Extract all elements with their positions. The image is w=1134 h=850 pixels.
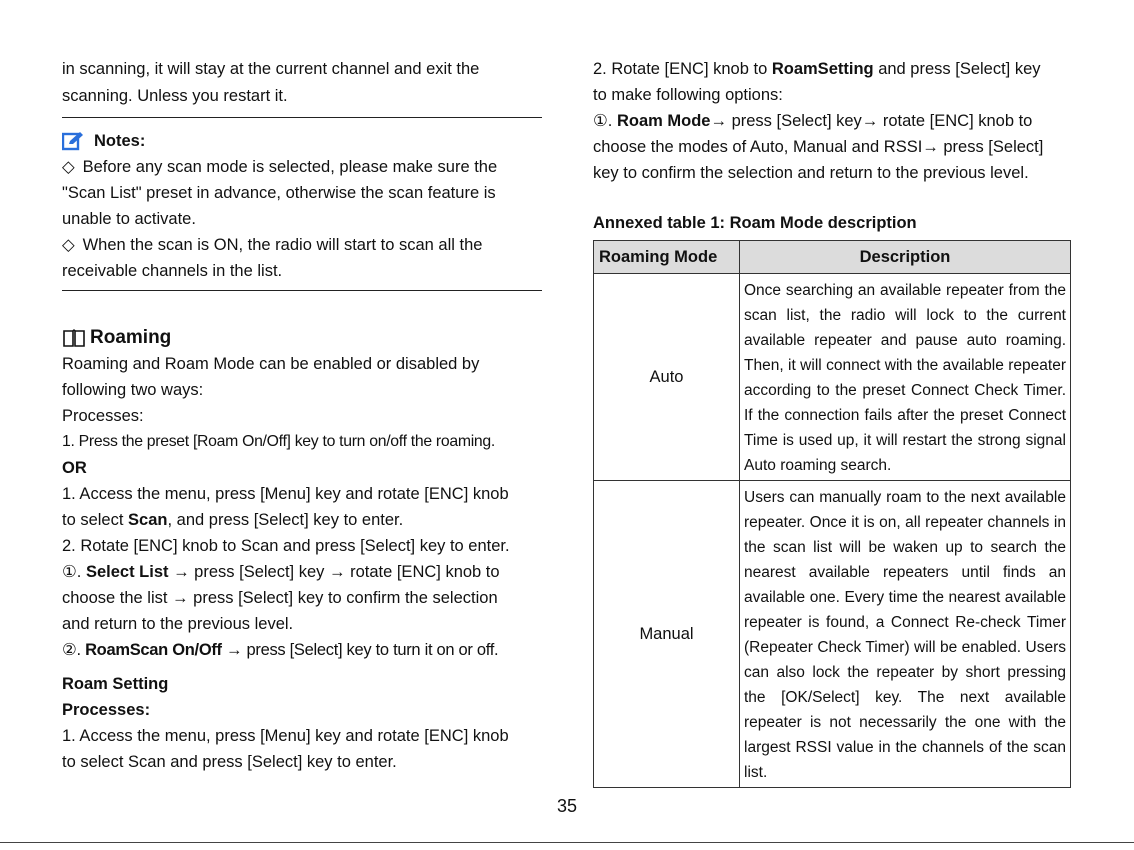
roam-mode-line-3: key to confirm the selection and return to the previous level.: [593, 164, 1029, 182]
roamsetting-step-line-2: to make following options:: [593, 86, 783, 104]
right-column: [593, 56, 1071, 788]
note-1-line-3: unable to activate.: [62, 210, 196, 228]
note-2-line-2: receivable channels in the list.: [62, 262, 283, 280]
table-header-row: [594, 241, 1071, 274]
roam-mode-line-2: choose the modes of Auto, Manual and RSSI→ press [Select]: [593, 138, 1044, 156]
roaming-heading: [62, 325, 542, 351]
footer-divider: [0, 842, 1134, 843]
notes-bottom-divider: [62, 290, 542, 291]
roam-setting-step-1-line-2: to select Scan and press [Select] key to enter.: [62, 753, 397, 771]
roaming-step-1: 1. Press the preset [Roam On/Off] key to turn on/off the roaming.: [62, 433, 495, 450]
note-1-line-2: "Scan List" preset in advance, otherwise the scan feature is: [62, 184, 496, 202]
roamscan-line: ②. RoamScan On/Off → press [Select] key to turn it on or off.: [62, 641, 499, 659]
description-cell: Users can manually roam to the next available repeater. Once it is on, all repeater channels in the scan list will be waken up to search the nearest available repeaters until finds an available one. Every time the nearest available repeater is found, a Connect Re-check Timer (Repeater Check Timer) will be enabled. Users can also lock the repeater by short pressing the [OK/Select] key. The next available repeater is not necessarily the one with the largest RSSI value in the channels of the scan list.: [740, 481, 1071, 788]
note-1-line-1: ◇ Before any scan mode is selected, please make sure the: [62, 154, 542, 180]
roamsetting-step-line-1: 2. Rotate [ENC] knob to RoamSetting and press [Select] key: [593, 60, 1041, 78]
roam-mode-table: [593, 240, 1071, 788]
page-number: 35: [556, 796, 578, 816]
open-book-icon: [62, 328, 86, 348]
notes-top-divider: [62, 117, 542, 118]
intro-line-1: in scanning, it will stay at the current channel and exit the: [62, 60, 480, 78]
description-cell: Once searching an available repeater from the scan list, the radio will lock to the current available repeater and pause auto roaming. Then, it will connect with the available repeater according to the preset Connect Check Timer. If the connection fails after the preset Connect Time is used up, it will restart the strong signal Auto roaming search.: [740, 274, 1071, 481]
select-list-line-1: ①. Select List → press [Select] key → rotate [ENC] knob to: [62, 563, 500, 581]
note-2-line-1: ◇ When the scan is ON, the radio will start to scan all the: [62, 232, 542, 258]
roaming-intro-1: Roaming and Roam Mode can be enabled or disabled by: [62, 355, 480, 373]
roaming-title: Roaming: [90, 327, 172, 348]
intro-line-2: scanning. Unless you restart it.: [62, 87, 288, 105]
roaming-step-1b-line-1: 1. Access the menu, press [Menu] key and rotate [ENC] knob: [62, 485, 509, 503]
roaming-step-2: 2. Rotate [ENC] knob to Scan and press [Select] key to enter.: [62, 537, 510, 555]
diamond-bullet-icon: ◇: [62, 158, 75, 176]
mode-cell: Manual: [594, 481, 740, 788]
notes-heading: [62, 128, 542, 154]
select-list-line-2: choose the list → press [Select] key to confirm the selection: [62, 589, 498, 607]
diamond-bullet-icon: ◇: [62, 236, 75, 254]
table-row: [594, 274, 1071, 481]
header-roaming-mode: Roaming Mode: [594, 241, 740, 274]
roam-setting-title: Roam Setting: [62, 675, 169, 693]
pencil-note-icon: [62, 131, 84, 151]
roaming-step-1b-line-2: to select Scan, and press [Select] key to enter.: [62, 511, 404, 529]
table-title: Annexed table 1: Roam Mode description: [593, 214, 917, 232]
left-column: [62, 56, 542, 775]
mode-cell: Auto: [594, 274, 740, 481]
roaming-intro-2: following two ways:: [62, 381, 204, 399]
header-description: Description: [740, 241, 1071, 274]
select-list-line-3: and return to the previous level.: [62, 615, 294, 633]
processes-label: Processes:: [62, 407, 144, 425]
or-label: OR: [62, 459, 87, 477]
roam-setting-processes: Processes:: [62, 701, 151, 719]
notes-title: Notes:: [94, 132, 146, 150]
roam-mode-line-1: ①. Roam Mode→ press [Select] key→ rotate [ENC] knob to: [593, 112, 1033, 130]
table-row: [594, 481, 1071, 788]
roam-setting-step-1-line-1: 1. Access the menu, press [Menu] key and rotate [ENC] knob: [62, 727, 509, 745]
